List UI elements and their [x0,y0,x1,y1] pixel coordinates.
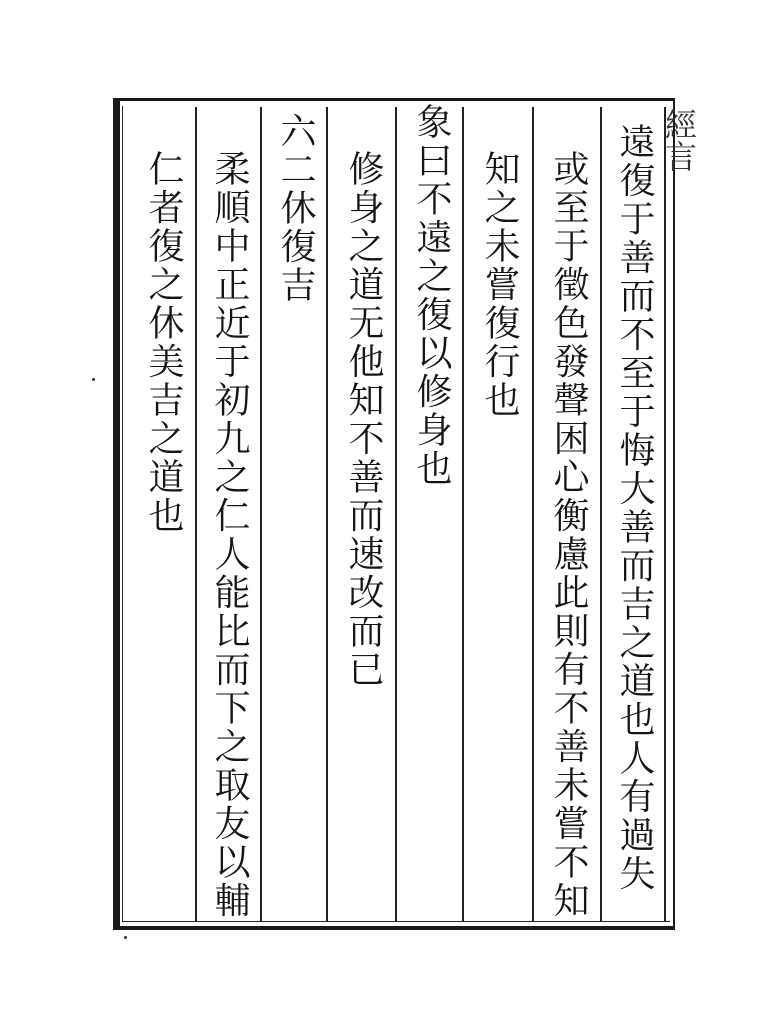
column-rule [260,107,262,922]
margin-fragment [660,108,698,508]
column-rule [600,107,602,922]
column-rule [395,107,397,922]
text-column-3: 知之未嘗復行也 [479,150,520,420]
margin-fragment-text: 經言 [660,108,698,172]
text-column-7: 柔順中正近于初九之仁人能比而下之取友以輔 [209,150,250,920]
column-rule [664,107,666,922]
column-rule [532,107,534,922]
text-column-6: 六二休復吉 [275,112,316,305]
scan-speck [124,936,127,939]
text-column-2: 或至于徵色發聲困心衡慮此則有不善未嘗不知 [548,150,589,920]
column-rule [195,107,197,922]
text-column-4: 象曰不遠之復以修身也 [411,103,452,488]
column-rule [326,107,328,922]
text-column-8: 仁者復之休美吉之道也 [143,150,184,535]
text-column-5: 修身之道无他知不善而速改而已 [343,150,384,689]
scan-speck [92,378,95,381]
text-column-1: 遠復于善而不至于悔大善而吉之道也人有過失 [614,123,655,893]
column-rule [462,107,464,922]
